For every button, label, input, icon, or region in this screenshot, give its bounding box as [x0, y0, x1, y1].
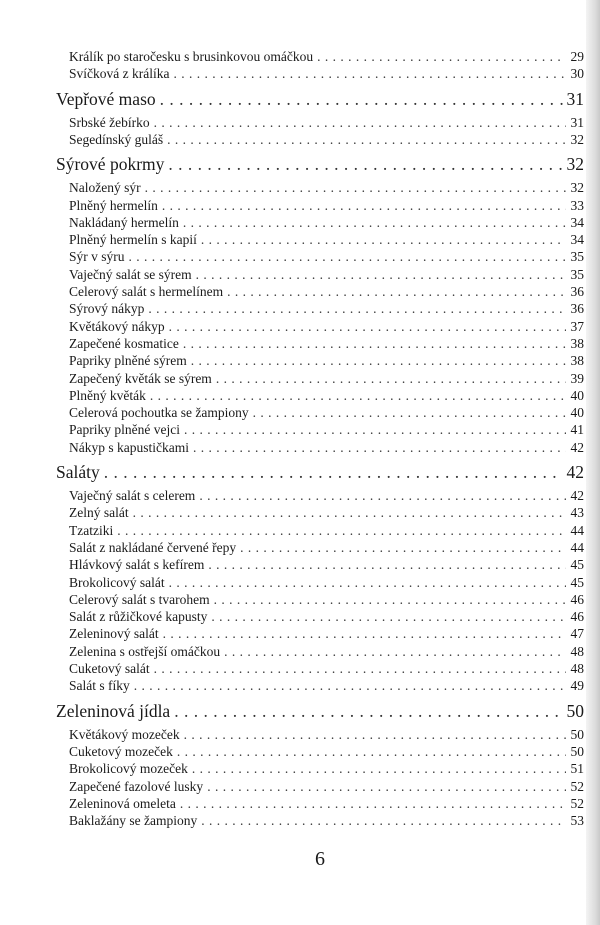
entry-title: Sýrový nákyp — [69, 301, 145, 317]
entry-page-number: 44 — [570, 539, 584, 555]
toc-entry — [69, 387, 584, 404]
toc-entry — [69, 214, 584, 231]
section-title: Vepřové maso — [56, 88, 156, 109]
entry-title: Brokolicový mozeček — [69, 761, 188, 777]
entry-title: Cuketový salát — [69, 661, 150, 676]
entry-title: Celerový salát s tvarohem — [69, 591, 210, 607]
entry-page-number: 32 — [570, 131, 584, 147]
entry-title: Srbské žebírko — [69, 114, 150, 130]
dot-leader — [216, 370, 566, 387]
entry-page-number: 49 — [570, 678, 584, 694]
toc-entry — [69, 760, 584, 777]
entry-page-number: 50 — [566, 700, 584, 721]
dot-leader — [173, 65, 566, 82]
toc-section-heading — [56, 153, 584, 175]
entry-page-number: 38 — [570, 353, 584, 369]
toc-entry — [69, 370, 584, 387]
dot-leader — [253, 404, 566, 421]
toc-entry — [69, 300, 584, 317]
section-title: Zeleninová jídla — [56, 700, 171, 721]
dot-leader — [163, 625, 566, 642]
section-title: Sýrové pokrmy — [56, 154, 165, 175]
dot-leader — [168, 153, 562, 175]
entry-title: Segedínský guláš — [69, 131, 164, 147]
toc-entry — [69, 487, 584, 504]
entry-page-number: 36 — [570, 301, 584, 317]
dot-leader — [193, 439, 566, 456]
entry-title: Hlávkový salát s kefírem — [69, 557, 205, 573]
toc-entry — [69, 743, 584, 760]
toc-entry — [69, 131, 584, 148]
entry-page-number: 40 — [570, 387, 584, 403]
entry-page-number: 34 — [570, 214, 584, 230]
entry-page-number: 53 — [570, 813, 584, 829]
entry-page-number: 31 — [566, 88, 584, 109]
entry-title: Zapečené kosmatice — [69, 335, 179, 351]
dot-leader — [117, 522, 566, 539]
entry-page-number: 52 — [570, 778, 584, 794]
entry-title: Papriky plněné vejci — [69, 422, 180, 438]
toc-entry — [69, 248, 584, 265]
toc-entry — [69, 65, 584, 82]
entry-title: Plněný květák — [69, 387, 146, 403]
entry-title: Zelenina s ostřejší omáčkou — [69, 643, 221, 659]
entry-page-number: 32 — [566, 154, 584, 175]
toc-entry — [69, 643, 584, 660]
entry-page-number: 40 — [570, 405, 584, 421]
entry-page-number: 41 — [570, 422, 584, 438]
entry-page-number: 50 — [570, 726, 584, 742]
dot-leader — [150, 387, 566, 404]
dot-leader — [192, 760, 566, 777]
page-edge — [586, 0, 600, 925]
page-number: 6 — [315, 848, 325, 870]
entry-title: Tzatziki — [69, 522, 114, 538]
toc-entry — [69, 608, 584, 625]
dot-leader — [177, 743, 566, 760]
toc-entry — [69, 197, 584, 214]
dot-leader — [317, 48, 566, 65]
entry-page-number: 42 — [566, 462, 584, 482]
dot-leader — [169, 318, 566, 335]
toc-entry — [69, 114, 584, 131]
entry-title: Salát s fíky — [69, 678, 130, 694]
toc-entry — [69, 539, 584, 556]
toc-entry — [69, 591, 584, 608]
toc-section-heading — [56, 88, 584, 110]
entry-title: Celerový salát s hermelínem — [69, 284, 224, 299]
entry-title: Sýr v sýru — [69, 249, 125, 265]
entry-page-number: 36 — [570, 284, 584, 299]
dot-leader — [129, 248, 566, 265]
dot-leader — [224, 643, 566, 660]
dot-leader — [211, 608, 566, 625]
dot-leader — [183, 214, 566, 231]
toc-entry — [69, 439, 584, 456]
entry-page-number: 35 — [570, 266, 584, 282]
entry-page-number: 42 — [570, 488, 584, 503]
toc-entry — [69, 677, 584, 694]
toc-entry — [69, 522, 584, 539]
entry-page-number: 32 — [570, 180, 584, 196]
entry-page-number: 35 — [570, 249, 584, 265]
toc-entry — [69, 574, 584, 591]
entry-page-number: 42 — [570, 439, 584, 455]
toc-entry — [69, 625, 584, 642]
entry-title: Cuketový mozeček — [69, 743, 173, 759]
toc-entry — [69, 795, 584, 812]
dot-leader — [199, 487, 566, 504]
entry-page-number: 48 — [570, 643, 584, 659]
dot-leader — [148, 300, 566, 317]
entry-page-number: 31 — [570, 114, 584, 130]
dot-leader — [145, 179, 566, 196]
entry-title: Salát z růžičkové kapusty — [69, 609, 208, 625]
dot-leader — [184, 421, 566, 438]
entry-page-number: 45 — [570, 574, 584, 590]
toc-entry — [69, 179, 584, 196]
entry-title: Nakládaný hermelín — [69, 214, 179, 230]
entry-title: Zelný salát — [69, 505, 129, 521]
dot-leader — [184, 726, 566, 743]
entry-title: Brokolicový salát — [69, 574, 165, 590]
entry-title: Vaječný salát s celerem — [69, 488, 196, 503]
entry-title: Květákový mozeček — [69, 726, 180, 742]
toc-entry — [69, 231, 584, 248]
toc-entry — [69, 266, 584, 283]
dot-leader — [191, 352, 566, 369]
toc-entry — [69, 812, 584, 829]
dot-leader — [183, 335, 566, 352]
entry-page-number: 34 — [570, 232, 584, 248]
entry-title: Králík po staročesku s brusinkovou omáčkou — [69, 49, 314, 64]
entry-page-number: 44 — [570, 522, 584, 538]
dot-leader — [208, 556, 566, 573]
toc-section-heading — [56, 700, 584, 722]
entry-page-number: 50 — [570, 743, 584, 759]
dot-leader — [154, 660, 566, 677]
entry-title: Zeleninový salát — [69, 626, 159, 642]
entry-page-number: 29 — [570, 49, 584, 64]
toc-entry — [69, 778, 584, 795]
entry-page-number: 30 — [570, 66, 584, 82]
entry-page-number: 38 — [570, 335, 584, 351]
dot-leader — [196, 266, 566, 283]
entry-title: Nákyp s kapustičkami — [69, 439, 189, 455]
entry-title: Celerová pochoutka se žampiony — [69, 405, 249, 421]
entry-title: Zeleninová omeleta — [69, 795, 176, 811]
toc-entry — [69, 404, 584, 421]
dot-leader — [154, 114, 566, 131]
entry-title: Papriky plněné sýrem — [69, 353, 187, 369]
dot-leader — [214, 591, 566, 608]
dot-leader — [180, 795, 566, 812]
dot-leader — [162, 197, 566, 214]
entry-title: Naložený sýr — [69, 180, 141, 196]
entry-title: Svíčková z králíka — [69, 66, 170, 82]
toc-section-heading — [56, 461, 584, 483]
entry-title: Zapečené fazolové lusky — [69, 778, 204, 794]
dot-leader — [174, 700, 562, 722]
toc-entry — [69, 283, 584, 300]
dot-leader — [169, 574, 566, 591]
entry-page-number: 48 — [570, 661, 584, 676]
toc-entry — [69, 504, 584, 521]
entry-title: Květákový nákyp — [69, 318, 165, 334]
toc-entry — [69, 352, 584, 369]
dot-leader — [201, 231, 566, 248]
dot-leader — [104, 461, 563, 483]
entry-page-number: 46 — [570, 609, 584, 625]
entry-title: Plněný hermelín s kapií — [69, 232, 197, 248]
toc-entry — [69, 421, 584, 438]
section-title: Saláty — [56, 462, 100, 482]
dot-leader — [167, 131, 566, 148]
toc-entry — [69, 318, 584, 335]
toc-entry — [69, 660, 584, 677]
entry-page-number: 47 — [570, 626, 584, 642]
dot-leader — [201, 812, 566, 829]
toc-entry — [69, 556, 584, 573]
entry-page-number: 37 — [570, 318, 584, 334]
toc-entry — [69, 335, 584, 352]
dot-leader — [240, 539, 566, 556]
entry-page-number: 43 — [570, 505, 584, 521]
entry-title: Salát z nakládané červené řepy — [69, 539, 237, 555]
dot-leader — [133, 504, 566, 521]
entry-page-number: 45 — [570, 557, 584, 573]
entry-page-number: 51 — [570, 761, 584, 777]
dot-leader — [134, 677, 566, 694]
dot-leader — [160, 88, 563, 110]
dot-leader — [227, 283, 566, 300]
toc-entry — [69, 48, 584, 65]
entry-title: Baklažány se žampiony — [69, 813, 198, 829]
entry-title: Zapečený květák se sýrem — [69, 370, 212, 386]
entry-title: Vaječný salát se sýrem — [69, 266, 192, 282]
entry-page-number: 52 — [570, 795, 584, 811]
entry-page-number: 39 — [570, 370, 584, 386]
dot-leader — [207, 778, 566, 795]
toc-entry — [69, 726, 584, 743]
entry-page-number: 46 — [570, 591, 584, 607]
entry-page-number: 33 — [570, 197, 584, 213]
entry-title: Plněný hermelín — [69, 197, 158, 213]
